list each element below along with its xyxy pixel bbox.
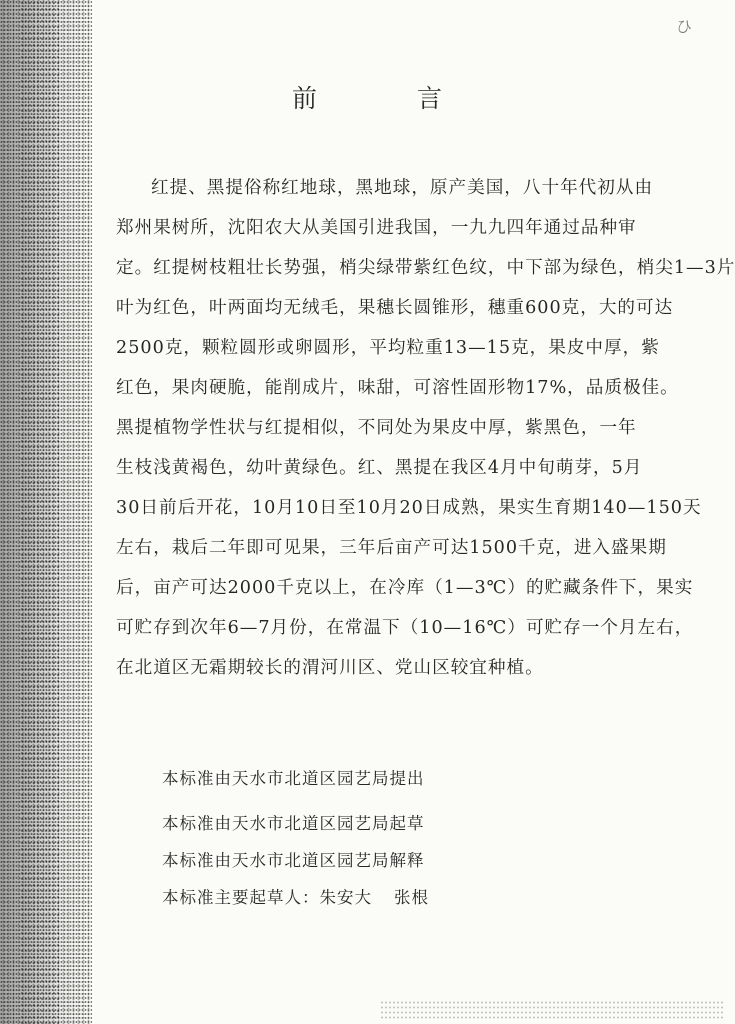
- title-char-2: 言: [416, 84, 442, 113]
- paragraph-line: 红色，果肉硬脆，能削成片，味甜，可溶性固形物17%，品质极佳。: [116, 378, 679, 398]
- paragraph-line: 定。红提树枝粗壮长势强，梢尖绿带紫红色纹，中下部为绿色，梢尖1—3片: [116, 258, 735, 278]
- paragraph-line: 可贮存到次年6—7月份，在常温下（10—16℃）可贮存一个月左右，: [116, 618, 694, 638]
- paragraph-line: 后，亩产可达2000千克以上，在冷库（1—3℃）的贮藏条件下，果实: [116, 578, 694, 598]
- credit-drafters: [162, 879, 492, 916]
- paragraph-line: 2500克，颗粒圆形或卵圆形，平均粒重13—15克，果皮中厚，紫: [116, 338, 660, 358]
- paragraph-line: 叶为红色，叶两面均无绒毛，果穗长圆锥形，穗重600克，大的可达: [116, 298, 674, 318]
- drafters-name: 张根: [394, 888, 429, 907]
- corner-mark: ひ: [676, 17, 693, 36]
- paragraph-line: 黑提植物学性状与红提相似，不同处为果皮中厚，紫黑色，一年: [116, 418, 637, 438]
- scan-speckle: [20, 0, 60, 1024]
- scan-bottom-noise: [380, 1000, 725, 1020]
- drafters-label: 本标准主要起草人：朱安大: [162, 888, 372, 907]
- paragraph-line: 在北道区无霜期较长的渭河川区、党山区较宜种植。: [116, 658, 544, 678]
- paragraph-line: 红提、黑提俗称红地球，黑地球，原产美国，八十年代初从由: [151, 178, 654, 198]
- standard-credits: [162, 760, 492, 916]
- credit-proposed: 本标准由天水市北道区园艺局提出: [162, 769, 425, 788]
- paragraph-line: 生枝浅黄褐色，幼叶黄绿色。红、黑提在我区4月中旬萌芽，5月: [116, 458, 643, 478]
- credit-drafted: 本标准由天水市北道区园艺局起草: [162, 814, 425, 833]
- credit-interpreted: 本标准由天水市北道区园艺局解释: [162, 851, 425, 870]
- paragraph-line: 30日前后开花，10月10日至10月20日成熟，果实生育期140—150天: [116, 498, 702, 518]
- page-title: [292, 82, 442, 112]
- foreword-paragraph: [116, 168, 735, 688]
- title-char-1: 前: [292, 84, 318, 113]
- paragraph-line: 左右，栽后二年即可见果，三年后亩产可达1500千克，进入盛果期: [116, 538, 667, 558]
- paragraph-line: 郑州果树所，沈阳农大从美国引进我国，一九九四年通过品种审: [116, 218, 637, 238]
